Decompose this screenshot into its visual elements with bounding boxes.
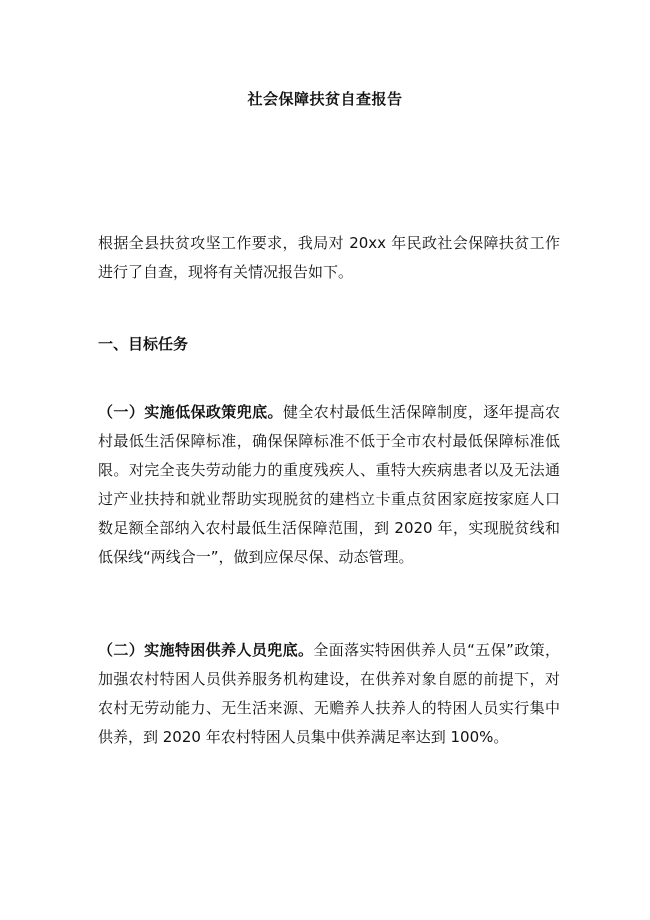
document-title: 社会保障扶贫自查报告 <box>247 90 403 108</box>
subsection-paragraph-1 <box>98 398 560 572</box>
section-heading: 一、目标任务 <box>98 335 189 353</box>
subsection-lead-1: （一）实施低保政策兜底。 <box>98 403 283 421</box>
subsection-lead-2: （二）实施特困供养人员兜底。 <box>98 641 314 659</box>
intro-paragraph: 根据全县扶贫攻坚工作要求，我局对 20xx 年民政社会保障扶贫工作进行了自查，现将有关情况报告如下。 <box>98 234 560 281</box>
subsection-body-2: 全面落实特困供养人员“五保”政策，加强农村特困人员供养服务机构建设，在供养对象自愿的前提下，对农村无劳动能力、无生活来源、无赡养人扶养人的特困人员实行集中供养，到 2020 年农村特困人员集中供养满足率达到 100%。 <box>98 641 560 746</box>
subsection-paragraph-2 <box>98 636 560 752</box>
subsection-body-1: 健全农村最低生活保障制度，逐年提高农村最低生活保障标准，确保保障标准不低于全市农村最低保障标准低限。对完全丧失劳动能力的重度残疾人、重特大疾病患者以及无法通过产业扶持和就业帮助实现脱贫的建档立卡重点贫困家庭按家庭人口数足额全部纳入农村最低生活保障范围，到 2020 年，实现脱贫线和低保线“两线合一”，做到应保尽保、动态管理。 <box>98 403 560 566</box>
